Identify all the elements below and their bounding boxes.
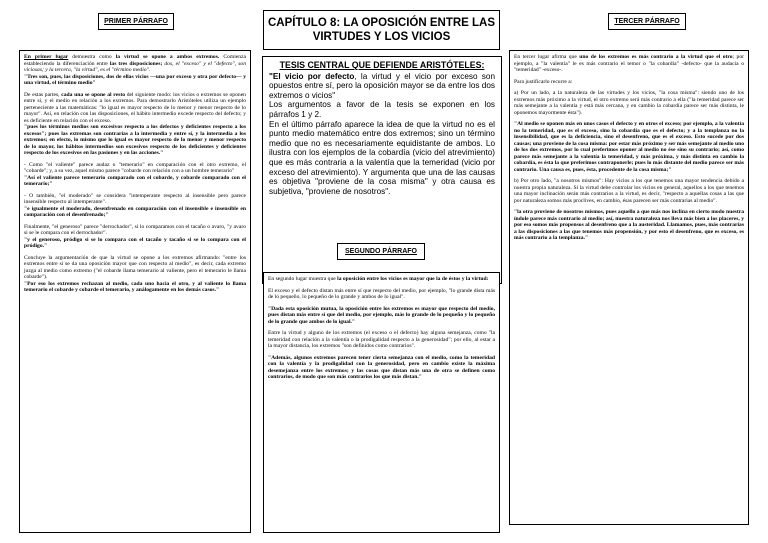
left-p2: De estas partes, cada una se opone al resto del siguiente modo: los vicios o extremos se oponen entre sí, y el medio en relación a los extremos. Para demostrarlo Aristóteles utiliza un ejemplo perteneciente a las matemáticas: "lo igual es mayor respecto de lo menor y menor respecto de lo mayor". Así, en relación con las disposiciones, el hábito intermedio excede respecto del defecto; y es deficiente en relación con el exceso.	[24, 91, 246, 124]
segundo-parrafo-box	[263, 272, 500, 533]
tesis-paragraph-3: En el último párrafo aparece la idea de que la virtud no es el punto medio matemático entre dos extremos; sino un término medio que no es necesariamente equidistante de ambos. Lo ilustra con los ejemplos de la cobardía (vicio del atrevimiento) que es más contraria a la valentía que la temeridad (vicio por exceso del atrevimiento). Y argumenta que una de las causas es objetiva "proviene de la cosa misma" y otra causa es subjetiva, "proviene de nosotros".	[269, 119, 495, 196]
tesis-paragraph-2: Los argumentos a favor de la tesis se exponen en los párrafos 1 y 2.	[269, 100, 495, 119]
label-segundo-parrafo: SEGUNDO PÁRRAFO	[337, 243, 425, 260]
mid-p1: En segundo lugar muestra que la oposición entre los vicios es mayor que la de éstos y la virtud:	[268, 276, 489, 282]
left-p6: Concluye la argumentación de que la virtud se opone a los extremos afirmando: "entre los extremos entre sí se da una oposición mayor que con respecto al medio", es decir, cada extremo juzga al medio como extremo ("el cobarde llama temerario al valiente, pero el temerario le llama cobarde").	[24, 254, 246, 280]
left-quote-1: "Tres son, pues, las disposiciones, dos de ellas vicios —una por exceso y otra por defecto— y una virtud, el término medio"	[24, 73, 246, 86]
label-tercer-parrafo: TERCER PÁRRAFO	[608, 13, 686, 30]
right-quote-2: "la otra proviene de nosotros mismos, pues aquello a que más nos inclina en cierto modo nuestra índole parece más contrario al medio; así, nuestra naturaleza nos lleva más bien a los placeres, y por eso somos más propensos al desenfreno que a la austeridad. Llamamos, pues, más contrarias a las disposiciones a las que tenemos más propensión, y por esto el desenfreno, que es exceso, es más contrario a la templanza."	[514, 209, 744, 241]
left-quote-5: "y el generoso, pródigo si se lo compara con el tacaño y tacaño si se lo compara con el pródigo."	[24, 236, 246, 249]
label-primer-parrafo: PRIMER PÁRRAFO	[98, 13, 174, 30]
chapter-title-line2: VIRTUDES Y LOS VICIOS	[312, 30, 451, 43]
right-p2: Para justificarlo recurre a:	[514, 78, 573, 85]
mid-p2: El exceso y el defecto distan más entre sí que respecto del medio, por ejemplo, "lo grande dista más de lo pequeño, lo pequeño de lo grande y ambos de lo igual".	[268, 287, 495, 300]
left-p3: - Como "el valiente" parece audaz o "temerario" en comparación con el otro extremo, el "cobarde"; y, a su vez, aquel mismo parece "cobarde con relación con a un hombre temerario"	[24, 161, 246, 174]
right-p3: a) Por un lado, a la naturaleza de las virtudes y los vicios, "la cosa misma": siendo uno de los extremos más próximo a la virtud, el otro extremo será más contrario a ella ("la temeridad parece ser más semejante a la valentía y está más cercana, y en cambio la cobardía parece ser más distinta, le oponemos mayormente ésta").	[514, 90, 744, 116]
left-p5: Finalmente, "el generoso" parece "derrochador", si lo comparamos con el tacaño o avaro, "y avaro si se le compara con el derrochador".	[24, 223, 246, 236]
primer-parrafo-box	[19, 50, 251, 533]
tercer-parrafo-box	[509, 50, 749, 525]
left-quote-2: "pues los términos medios son excesivos respecto a los defectos y deficientes respecto a los excesos"; pues las extremas son contrarias a la intermedia y entre sí, y la intermedia a los extremos; en efecto, lo mismo que lo igual es mayor respecto de lo menor y menor respecto de lo mayor, los hábitos intermedios son excesivos respecto de los deficientes y deficientes respecto de los excesivos en las pasiones y en las acciones."	[24, 124, 246, 156]
left-quote-6: "Por eso los extremos rechazan al medio, cada uno hacia el otro, y al valiente lo llama temerario el cobarde y cobarde el temerario, y análogamente en los demás casos."	[24, 280, 246, 293]
left-quote-4: "e igualmente el moderado, desenfrenado en comparación con el insensible e insensible en comparación con el desenfrenado;"	[24, 205, 246, 218]
right-p1: En tercer lugar afirma que uno de los extremos es más contrario a la virtud que el otro; por ejemplo, a "la valentía" le es más contrario el temor o "la cobardía" -defecto- que la audacia o "temeridad" -exceso-.	[514, 54, 744, 73]
tesis-heading: TESIS CENTRAL QUE DEFIENDE ARISTÓTELES:	[279, 60, 485, 70]
mid-p4: Entre la virtud y alguno de los extremos (el exceso o el defecto) hay alguna semejanza, como "la temeridad con relación a la valentía o la prodigalidad respecto a la generosidad"; por ello, al estar a la mayor distancia, los extremos "son definidos como contrarios".	[268, 330, 495, 349]
chapter-title-box	[263, 10, 500, 50]
left-p4: - O también, "el moderado" se considera "intemperante respecto al insensible pero parece insensible respecto al intemperante".	[24, 192, 246, 205]
tesis-paragraph-1: "El vicio por defecto, la virtud y el vicio por exceso son opuestos entre sí, pero la oposición mayor se da entre los dos extremos o vicios"	[269, 71, 496, 100]
mid-quote-2: "Además, algunos extremos parecen tener cierta semejanza con el medio, como la temeridad con la valentía y la prodigalidad con la generosidad, pero en cambio existe la máxima desemejanza entre los extremos; y las cosas que distan más una de otra se definen como contrarios, de modo que son más contrarios los que más distan."	[268, 354, 495, 380]
mid-quote-1: "Dada esta oposición mutua, la oposición entre los extremos es mayor que respecto del medio, pues distan más entre sí que del medio, por ejemplo, más lo grande de lo pequeño y lo pequeño de lo grande que ambos de lo igual."	[268, 305, 495, 325]
right-p5: b) Por otro lado, "a nosotros mismos": Hay vicios a los que tenemos una mayor tendencia debido a nuestra propia naturaleza. Si la virtud debe controlar los vicios en general, aquellos a los que tenemos una mayor inclinación serán más contrarios a la virtud, es decir, "respecto a aquellas cosas a las que por naturaleza somos más proclives, en cambio, ésas parecen ser más contrarias al medio".	[514, 178, 744, 204]
left-quote-3: "Así el valiente parece temerario comparado con el cobarde, y cobarde comparado con el temerario;"	[24, 174, 246, 187]
left-p1: En primer lugar demuestra como la virtud se opone a ambos extremos. Comienza estableciendo la diferenciación entre las tres disposiciones; dos, el "exceso" y el "defecto", son viciosas; y la tercera, "la virtud", es el "término medio".	[24, 54, 246, 73]
right-quote-1: "Al medio se oponen más en unos casos el defecto y en otros el exceso; por ejemplo, a la valentía no la temeridad, que es el exceso, sino la cobardía que es el defecto; y a la templanza no la insensibilidad, que es la deficiencia, sino el desenfreno, que es el exceso. Esto sucede por dos causas; una proviene de la cosa misma: por estar más próximo y ser más semejante al medio uno de los dos extremos, por lo cual preferimos oponer al medio no ése sino su contrario; así, como parece más semejante a la valentía la temeridad, y más próxima, y más distinta en cambio la cobardía, es ésta la que preferimos contraponerle; pues lo más distante del medio parece ser más contrario. Una causa es, pues, ésta, procedente de la cosa misma;"	[514, 121, 745, 173]
chapter-title-line1: CAPÍTULO 8: LA OPOSICIÓN ENTRE LAS	[267, 17, 496, 29]
